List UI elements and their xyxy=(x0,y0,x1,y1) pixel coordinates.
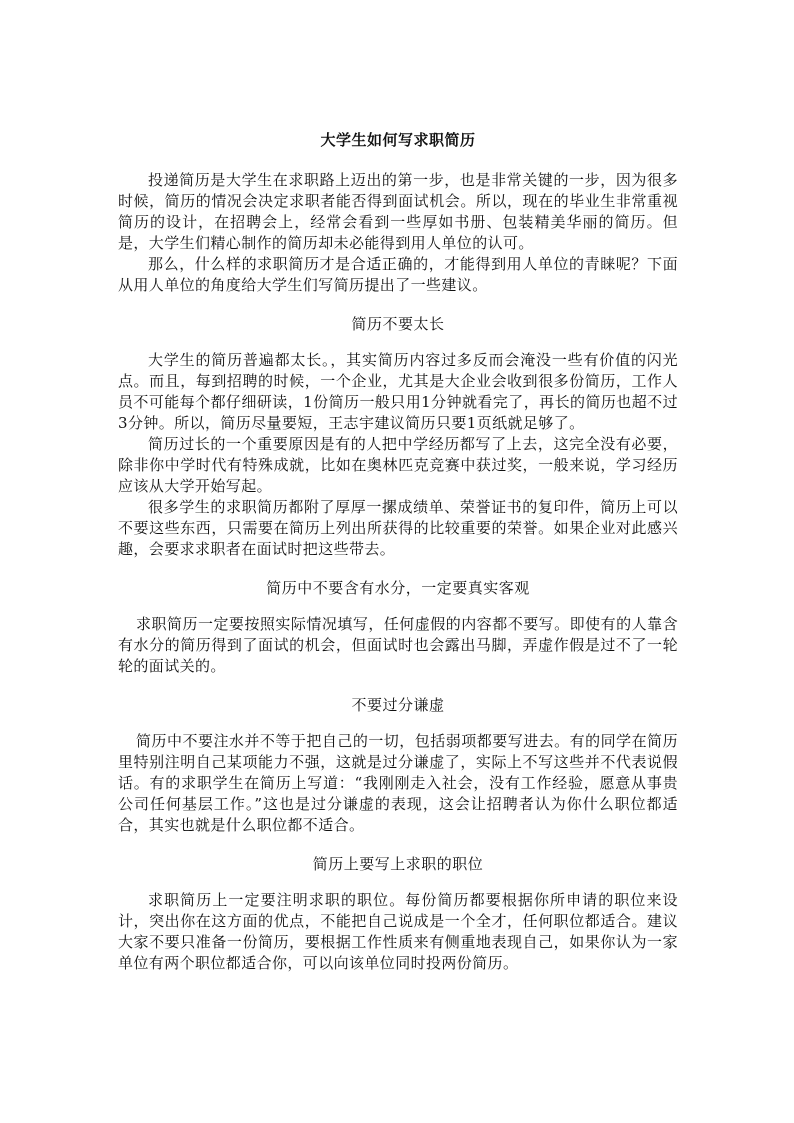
intro-paragraph-2: 那么，什么样的求职简历才是合适正确的，才能得到用人单位的青睐呢？下面从用人单位的角度给大学生们写简历提出了一些建议。 xyxy=(118,255,678,294)
section-position-paragraph-1: 求职简历上一定要注明求职的职位。每份简历都要根据你所申请的职位来设计，突出你在这方面的优点，不能把自己说成是一个全才，任何职位都适合。建议大家不要只准备一份简历，要根据工作性质来有侧重地表现自己，如果你认为一家单位有两个职位都适合你，可以向该单位同时投两份简历。 xyxy=(118,891,678,972)
section-heading-length: 简历不要太长 xyxy=(351,315,445,333)
document-title: 大学生如何写求职简历 xyxy=(320,131,476,149)
section-length-paragraph-3: 很多学生的求职简历都附了厚厚一摞成绩单、荣誉证书的复印件，简历上可以不要这些东西，只需要在简历上列出所获得的比较重要的荣誉。如果企业对此感兴趣，会要求求职者在面试时把这些带去。 xyxy=(118,498,678,558)
document-page xyxy=(118,128,678,974)
section-length-paragraph-1: 大学生的简历普遍都太长。，其实简历内容过多反而会淹没一些有价值的闪光点。而且，每到招聘的时候，一个企业，尤其是大企业会收到很多份简历，工作人员不可能每个都仔细研读，1份简历一般只用1分钟就看完了，再长的简历也超不过3分钟。所以，简历尽量要短，王志宇建议简历只要1页纸就足够了。 xyxy=(118,351,678,432)
section-length-paragraph-2: 简历过长的一个重要原因是有的人把中学经历都写了上去，这完全没有必要，除非你中学时代有特殊成就，比如在奥林匹克竞赛中获过奖，一般来说，学习经历应该从大学开始写起。 xyxy=(118,435,678,495)
intro-paragraph-1: 投递简历是大学生在求职路上迈出的第一步，也是非常关键的一步，因为很多时候，简历的情况会决定求职者能否得到面试机会。所以，现在的毕业生非常重视简历的设计，在招聘会上，经常会看到一些厚如书册、包装精美华丽的简历。但是，大学生们精心制作的简历却未必能得到用人单位的认可。 xyxy=(118,171,678,252)
section-truthful-paragraph-1: 求职简历一定要按照实际情况填写，任何虚假的内容都不要写。即使有的人靠含有水分的简历得到了面试的机会，但面试时也会露出马脚，弄虚作假是过不了一轮轮的面试关的。 xyxy=(118,615,678,675)
section-heading-position: 简历上要写上求职的职位 xyxy=(312,855,484,873)
section-heading-truthful: 简历中不要含有水分，一定要真实客观 xyxy=(266,579,530,597)
section-modesty-paragraph-1: 简历中不要注水并不等于把自己的一切，包括弱项都要写进去。有的同学在简历里特别注明自己某项能力不强，这就是过分谦虚了，实际上不写这些并不代表说假话。有的求职学生在简历上写道：“我刚刚走入社会，没有工作经验，愿意从事贵公司任何基层工作。”这也是过分谦虚的表现，这会让招聘者认为你什么职位都适合，其实也就是什么职位都不适合。 xyxy=(118,732,678,834)
section-heading-modesty: 不要过分谦虚 xyxy=(351,696,445,714)
